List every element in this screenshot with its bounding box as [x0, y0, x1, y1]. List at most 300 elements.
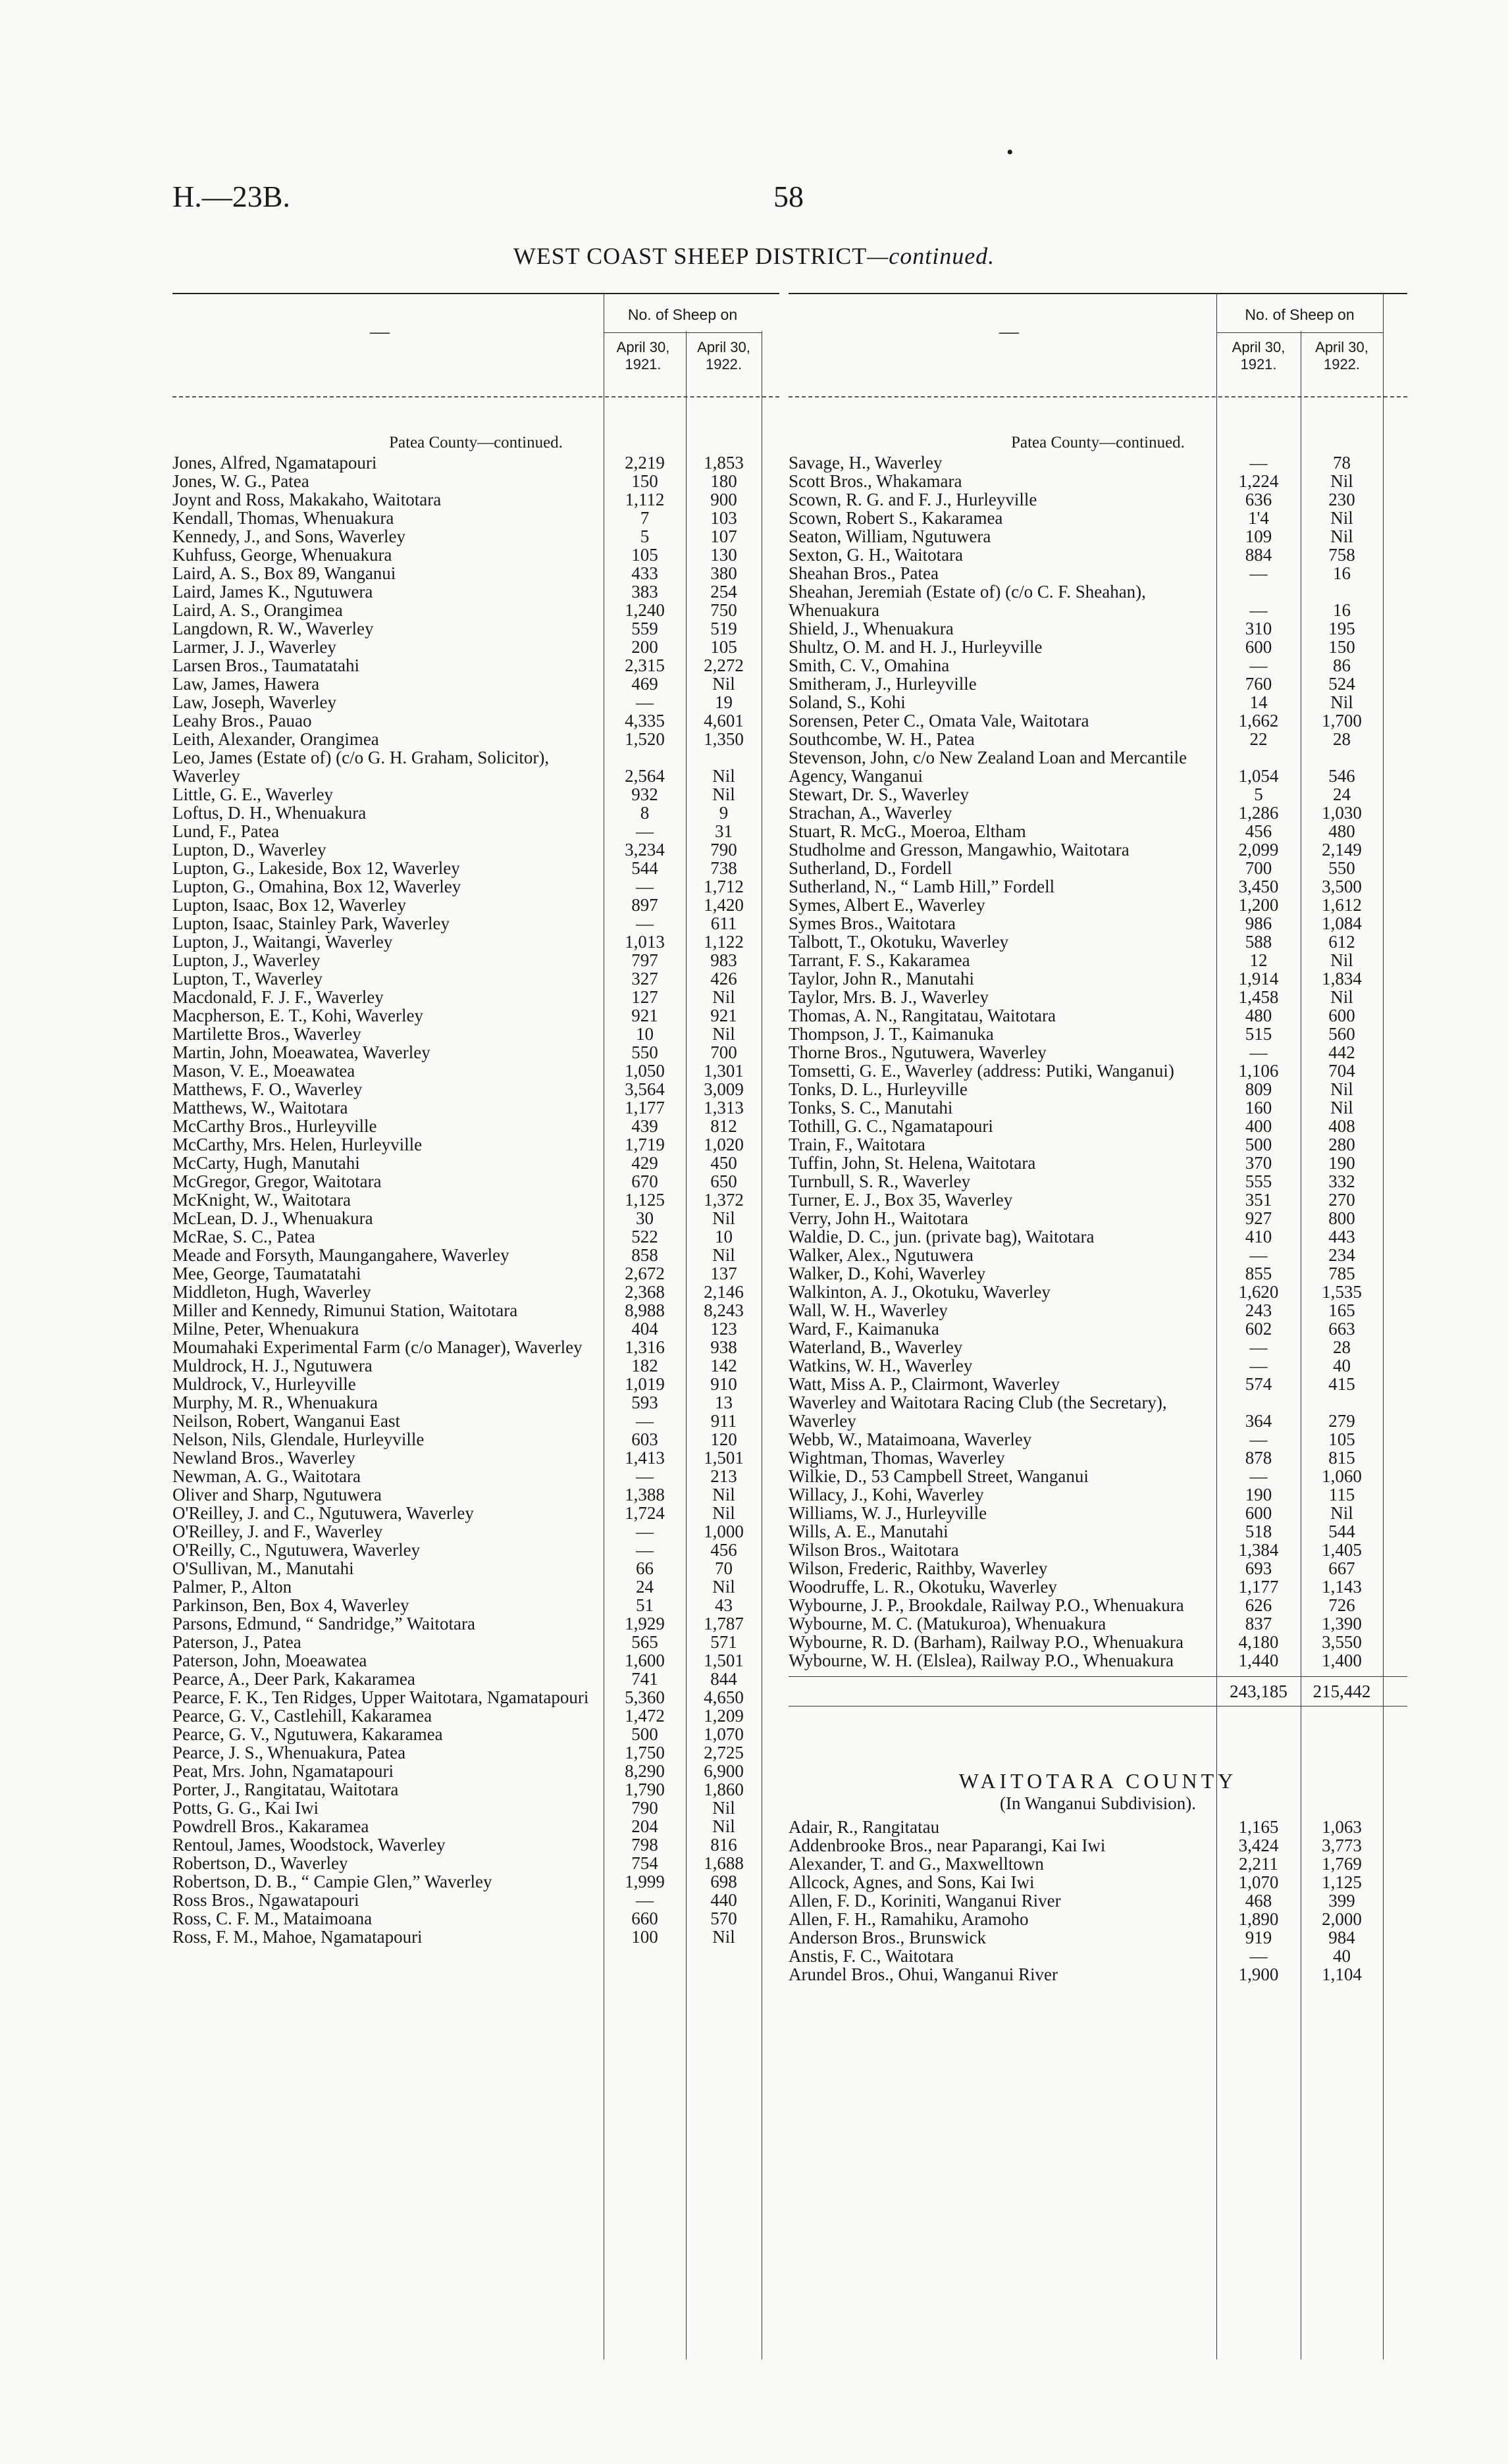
- sheep-1922: 105: [1328, 1429, 1355, 1449]
- sheep-1922: Nil: [712, 1577, 735, 1597]
- sheep-1922: 230: [1328, 490, 1355, 509]
- county-heading: Patea County—continued.: [389, 434, 563, 451]
- owner-name: Tarrant, F. S., Kakaramea: [789, 950, 970, 970]
- owner-name: Newman, A. G., Waitotara: [172, 1466, 361, 1486]
- table-row: [789, 1172, 1407, 1191]
- sheep-1922: 180: [710, 471, 737, 491]
- sheep-1921: 3,234: [625, 840, 665, 860]
- sheep-1922: Nil: [1330, 692, 1353, 712]
- sheep-1922: 103: [710, 508, 737, 528]
- table-row: [172, 1449, 779, 1467]
- sheep-1921: 1,050: [625, 1061, 665, 1081]
- sheep-1922: 816: [710, 1835, 737, 1855]
- sheep-1921: 1,240: [625, 600, 665, 620]
- sheep-1921: 986: [1245, 913, 1272, 933]
- sheep-1922: 107: [710, 526, 737, 546]
- sheep-1921: 1,388: [625, 1485, 665, 1504]
- sheep-1921: 593: [631, 1393, 658, 1412]
- owner-name: Kuhfuss, George, Whenuakura: [172, 545, 392, 565]
- owner-name: Waldie, D. C., jun. (private bag), Waitotara: [789, 1227, 1095, 1246]
- sheep-1921: —: [1249, 600, 1268, 620]
- sheep-1921: 790: [631, 1798, 658, 1818]
- table-row: [789, 527, 1407, 546]
- sheep-1921: 588: [1245, 932, 1272, 952]
- table-row: [172, 1393, 779, 1412]
- sheep-1922: 1,420: [704, 895, 744, 915]
- sheep-1922: 544: [1328, 1522, 1355, 1541]
- owner-name: Webb, W., Mataimoana, Waverley: [789, 1429, 1032, 1449]
- sheep-1921: —: [1249, 453, 1268, 473]
- sheep-1921: 1,662: [1238, 711, 1279, 731]
- table-row: [172, 1338, 779, 1356]
- table-row: [789, 748, 1407, 785]
- owner-name: Scown, Robert S., Kakaramea: [789, 508, 1003, 528]
- owner-name: Tothill, G. C., Ngamatapouri: [789, 1116, 993, 1136]
- sheep-1922: 1,860: [704, 1780, 744, 1799]
- owner-name: Joynt and Ross, Makakaho, Waitotara: [172, 490, 442, 509]
- sheep-1922: 1,787: [704, 1614, 744, 1633]
- sheep-1922: 1,070: [704, 1724, 744, 1744]
- sheep-1922: Nil: [712, 674, 735, 694]
- owner-name: Milne, Peter, Whenuakura: [172, 1319, 359, 1339]
- owner-name: Ward, F., Kaimanuka: [789, 1319, 939, 1339]
- sheep-1921: 1,472: [625, 1706, 665, 1726]
- sheep-1922: 16: [1333, 563, 1351, 583]
- sheep-1922: Nil: [1330, 950, 1353, 970]
- owner-name: Allen, F. D., Koriniti, Wanganui River: [789, 1891, 1061, 1911]
- owner-name: Taylor, John R., Manutahi: [789, 969, 974, 988]
- table-row: [172, 1835, 779, 1854]
- owner-name: Powdrell Bros., Kakaramea: [172, 1816, 369, 1836]
- sheep-1922: 1,209: [704, 1706, 744, 1726]
- table-row: [172, 1688, 779, 1707]
- table-row: [789, 1596, 1407, 1614]
- sheep-1922: 123: [710, 1319, 737, 1339]
- sheep-1922: 921: [710, 1006, 737, 1025]
- owner-name: Savage, H., Waverley: [789, 453, 943, 473]
- owner-name: Williams, W. J., Hurleyville: [789, 1503, 987, 1523]
- owner-name: Sorensen, Peter C., Omata Vale, Waitotara: [789, 711, 1089, 731]
- owner-name: Larmer, J. J., Waverley: [172, 637, 336, 657]
- sheep-1921: 4,180: [1238, 1632, 1279, 1652]
- sheep-1922: 758: [1328, 545, 1355, 565]
- owner-name: McCarty, Hugh, Manutahi: [172, 1153, 360, 1173]
- table-row: [789, 1449, 1407, 1467]
- owner-name: Macdonald, F. J. F., Waverley: [172, 987, 384, 1007]
- table-row: [172, 638, 779, 656]
- owner-name: Leahy Bros., Pauao: [172, 711, 312, 731]
- sheep-1921: 1,914: [1238, 969, 1279, 988]
- table-row: [172, 1025, 779, 1043]
- sheep-1921: 2,099: [1238, 840, 1279, 860]
- sheep-1921: 2,219: [625, 453, 665, 473]
- table-row: [789, 1855, 1407, 1873]
- sheep-1921: 12: [1249, 950, 1268, 970]
- table-row: [789, 1043, 1407, 1062]
- sheep-1921: 22: [1249, 729, 1268, 749]
- owner-name: Parkinson, Ben, Box 4, Waverley: [172, 1595, 409, 1615]
- date-1922-header: April 30, 1922.: [1315, 339, 1368, 372]
- sheep-1921: 150: [631, 471, 658, 491]
- sheep-1921: 105: [631, 545, 658, 565]
- table-row: [789, 1025, 1407, 1043]
- sheep-1922: 137: [710, 1264, 737, 1283]
- table-row: [789, 453, 1407, 472]
- sheep-1922: 40: [1333, 1356, 1351, 1375]
- owner-name: O'Reilley, J. and C., Ngutuwera, Waverley: [172, 1503, 474, 1523]
- owner-name: Parsons, Edmund, “ Sandridge,” Waitotara: [172, 1614, 475, 1633]
- table-row: [172, 896, 779, 914]
- sheep-1921: 919: [1245, 1928, 1272, 1947]
- owner-name: Meade and Forsyth, Maungangahere, Waverley: [172, 1245, 509, 1265]
- sheep-1922: 700: [710, 1042, 737, 1062]
- table-row: [172, 730, 779, 748]
- sheep-1922: 279: [1328, 1411, 1355, 1431]
- table-row: [172, 1467, 779, 1485]
- owner-name: McLean, D. J., Whenuakura: [172, 1208, 373, 1228]
- sheep-1921: 878: [1245, 1448, 1272, 1468]
- sheep-1922: 70: [715, 1558, 733, 1578]
- sheep-1921: 797: [631, 950, 658, 970]
- sheep-1922: 612: [1328, 932, 1355, 952]
- sheep-1921: 544: [631, 858, 658, 878]
- table-row: [789, 1910, 1407, 1928]
- sheep-1921: 1,724: [625, 1503, 665, 1523]
- sheep-1922: 1,030: [1322, 803, 1362, 823]
- sheep-1922: Nil: [712, 987, 735, 1007]
- sheep-1921: 1,224: [1238, 471, 1279, 491]
- table-row: [789, 1836, 1407, 1855]
- sheep-1921: 7: [640, 508, 650, 528]
- table-row: [789, 1154, 1407, 1172]
- table-row: [789, 1393, 1407, 1430]
- sheep-1922: 3,009: [704, 1079, 744, 1099]
- owner-name: Walkinton, A. J., Okotuku, Waverley: [789, 1282, 1051, 1302]
- owner-name: Little, G. E., Waverley: [172, 784, 334, 804]
- table-row: [172, 1670, 779, 1688]
- sheep-1922: Nil: [712, 1245, 735, 1265]
- sheep-1921: 30: [636, 1208, 654, 1228]
- owner-name: Peat, Mrs. John, Ngamatapouri: [172, 1761, 394, 1781]
- owner-name: Law, James, Hawera: [172, 674, 320, 694]
- header-dash: —: [370, 321, 390, 342]
- sheep-1922: 938: [710, 1337, 737, 1357]
- owner-name: Ross Bros., Ngawatapouri: [172, 1890, 359, 1910]
- sheep-1921: 500: [1245, 1135, 1272, 1154]
- table-row: [172, 1006, 779, 1025]
- sheep-1921: 182: [631, 1356, 658, 1375]
- owner-name: Pearce, J. S., Whenuakura, Patea: [172, 1743, 406, 1762]
- sheep-1922: 2,000: [1322, 1909, 1362, 1929]
- table-row: [789, 1633, 1407, 1651]
- table-row: [172, 1246, 779, 1264]
- table-row: [172, 1707, 779, 1725]
- sheep-1921: 8,988: [625, 1300, 665, 1320]
- table-row: [789, 1485, 1407, 1504]
- sheep-1922: 1,501: [704, 1448, 744, 1468]
- sheep-1921: 383: [631, 582, 658, 602]
- sheep-1921: —: [636, 1890, 654, 1910]
- sheep-1921: 8: [640, 803, 650, 823]
- sheep-1922: 1,020: [704, 1135, 744, 1154]
- owner-name: Matthews, W., Waitotara: [172, 1098, 348, 1117]
- sheep-1922: 844: [710, 1669, 737, 1689]
- owner-name: Shield, J., Whenuakura: [789, 619, 954, 638]
- total-1922: 215,442: [1313, 1681, 1371, 1701]
- sheep-1922: 415: [1328, 1374, 1355, 1394]
- owner-name: Soland, S., Kohi: [789, 692, 906, 712]
- sheep-1921: 932: [631, 784, 658, 804]
- sheep-1921: —: [636, 692, 654, 712]
- sheep-1921: 404: [631, 1319, 658, 1339]
- table-row: [789, 1062, 1407, 1080]
- sheep-1922: 190: [1328, 1153, 1355, 1173]
- table-row: [789, 1283, 1407, 1301]
- table-row: [789, 1522, 1407, 1541]
- sheep-1921: 636: [1245, 490, 1272, 509]
- owner-name: O'Reilley, J. and F., Waverley: [172, 1522, 383, 1541]
- sheep-1922: 571: [710, 1632, 737, 1652]
- sheep-1921: —: [636, 1540, 654, 1560]
- sheep-1921: 1,458: [1238, 987, 1279, 1007]
- sheep-1921: 858: [631, 1245, 658, 1265]
- sheep-1921: 884: [1245, 545, 1272, 565]
- table-row: [789, 914, 1407, 933]
- owner-name: Muldrock, H. J., Ngutuwera: [172, 1356, 373, 1375]
- table-row: [172, 527, 779, 546]
- table-row: [789, 1578, 1407, 1596]
- sheep-1922: 790: [710, 840, 737, 860]
- table-row: [789, 619, 1407, 638]
- table-row: [789, 1117, 1407, 1135]
- county-heading: Patea County—continued.: [1011, 434, 1185, 451]
- sheep-1921: 602: [1245, 1319, 1272, 1339]
- table-row: [789, 1947, 1407, 1965]
- sheep-1922: 1,390: [1322, 1614, 1362, 1633]
- sheep-1922: Nil: [712, 1927, 735, 1947]
- owner-name: Strachan, A., Waverley: [789, 803, 952, 823]
- sheep-1921: 400: [1245, 1116, 1272, 1136]
- sheep-1922: 450: [710, 1153, 737, 1173]
- sheep-1921: 1,070: [1238, 1872, 1279, 1892]
- sheep-1921: 66: [636, 1558, 654, 1578]
- sheep-1922: 1,400: [1322, 1651, 1362, 1670]
- sheep-1921: 1,750: [625, 1743, 665, 1762]
- owner-name: McRae, S. C., Patea: [172, 1227, 315, 1246]
- table-row: [172, 933, 779, 951]
- sheep-1921: 14: [1249, 692, 1268, 712]
- sheep-1922: 442: [1328, 1042, 1355, 1062]
- sheep-1922: 984: [1328, 1928, 1355, 1947]
- owner-name: Thorne Bros., Ngutuwera, Waverley: [789, 1042, 1047, 1062]
- table-row: [172, 1301, 779, 1320]
- owner-name: Studholme and Gresson, Mangawhio, Waitotara: [789, 840, 1130, 860]
- sheep-1921: —: [636, 1466, 654, 1486]
- sheep-1922: 1,350: [704, 729, 744, 749]
- table-row: [789, 693, 1407, 711]
- owner-name: Walker, D., Kohi, Waverley: [789, 1264, 986, 1283]
- sheep-1922: 43: [715, 1595, 733, 1615]
- table-row: [172, 472, 779, 490]
- sheep-1922: 1,769: [1322, 1854, 1362, 1874]
- owner-name: McCarthy, Mrs. Helen, Hurleyville: [172, 1135, 423, 1154]
- owner-name: Pearce, F. K., Ten Ridges, Upper Waitotara, Ngamatapouri: [172, 1687, 589, 1707]
- sheep-1921: —: [1249, 1946, 1268, 1966]
- sheep-1922: 142: [710, 1356, 737, 1375]
- sheep-1921: 51: [636, 1595, 654, 1615]
- owner-name: Mee, George, Taumatatahi: [172, 1264, 361, 1283]
- owner-name: Tonks, D. L., Hurleyville: [789, 1079, 968, 1099]
- sheep-1921: 522: [631, 1227, 658, 1246]
- owner-name: Woodruffe, L. R., Okotuku, Waverley: [789, 1577, 1057, 1597]
- table-row: [172, 1854, 779, 1872]
- owner-name: Waverley and Waitotara Racing Club (the Secretary), Waverley: [789, 1393, 1167, 1431]
- table-row: [789, 1965, 1407, 1984]
- sheep-1921: 2,315: [625, 655, 665, 675]
- sheep-1922: 10: [715, 1227, 733, 1246]
- sheep-1921: —: [1249, 1466, 1268, 1486]
- sheep-1922: Nil: [1330, 508, 1353, 528]
- sheep-1921: 1,413: [625, 1448, 665, 1468]
- table-row: [172, 1578, 779, 1596]
- sheep-1922: 1,688: [704, 1853, 744, 1873]
- sheep-1922: Nil: [1330, 987, 1353, 1007]
- owner-name: Paterson, J., Patea: [172, 1632, 301, 1652]
- table-row: [172, 509, 779, 527]
- table-row: [789, 1080, 1407, 1098]
- table-row: [789, 1264, 1407, 1283]
- table-row: [789, 711, 1407, 730]
- header-dash: —: [999, 321, 1019, 342]
- sheep-1922: Nil: [712, 1816, 735, 1836]
- sheep-1921: —: [636, 821, 654, 841]
- sheep-1922: 16: [1333, 600, 1351, 620]
- table-row: [789, 859, 1407, 877]
- owner-name: Robertson, D., Waverley: [172, 1853, 348, 1873]
- sheep-1922: 234: [1328, 1245, 1355, 1265]
- sheep-1921: 439: [631, 1116, 658, 1136]
- sheep-1921: 1,177: [625, 1098, 665, 1117]
- sheep-1921: —: [1249, 1337, 1268, 1357]
- owner-name: Laird, A. S., Orangimea: [172, 600, 343, 620]
- table-row: [172, 1098, 779, 1117]
- table-row: [789, 1006, 1407, 1025]
- owner-name: Watt, Miss A. P., Clairmont, Waverley: [789, 1374, 1060, 1394]
- sheep-1921: 8,290: [625, 1761, 665, 1781]
- table-row: [172, 1080, 779, 1098]
- sheep-1921: 626: [1245, 1595, 1272, 1615]
- sheep-1922: 6,900: [704, 1761, 744, 1781]
- owner-name: Southcombe, W. H., Patea: [789, 729, 975, 749]
- owner-name: Pearce, G. V., Castlehill, Kakaramea: [172, 1706, 432, 1726]
- owner-name: Arundel Bros., Ohui, Wanganui River: [789, 1964, 1058, 1984]
- owner-name: Matthews, F. O., Waverley: [172, 1079, 363, 1099]
- sheep-1921: —: [1249, 1429, 1268, 1449]
- table-row: [789, 1430, 1407, 1449]
- table-row: [172, 1909, 779, 1928]
- owner-name: Jones, W. G., Patea: [172, 471, 309, 491]
- table-row: [172, 1522, 779, 1541]
- sheep-1922: 546: [1328, 766, 1355, 786]
- sheep-1921: 243: [1245, 1300, 1272, 1320]
- sheep-1921: 798: [631, 1835, 658, 1855]
- owner-name: Lupton, J., Waverley: [172, 950, 321, 970]
- owner-name: Scott Bros., Whakamara: [789, 471, 962, 491]
- sheep-1921: 327: [631, 969, 658, 988]
- table-row: [789, 656, 1407, 675]
- sheep-1922: Nil: [712, 1798, 735, 1818]
- table-row: [172, 1762, 779, 1780]
- sheep-1922: 19: [715, 692, 733, 712]
- sheep-1921: 433: [631, 563, 658, 583]
- owner-name: Macpherson, E. T., Kohi, Waverley: [172, 1006, 423, 1025]
- owner-name: Walker, Alex., Ngutuwera: [789, 1245, 974, 1265]
- owner-name: Thomas, A. N., Rangitatau, Waitotara: [789, 1006, 1056, 1025]
- owner-name: Anstis, F. C., Waitotara: [789, 1946, 954, 1966]
- table-row: [172, 988, 779, 1006]
- sheep-1922: 1,301: [704, 1061, 744, 1081]
- owner-name: Wybourne, J. P., Brookdale, Railway P.O., Whenuakura: [789, 1595, 1184, 1615]
- sheep-1922: 2,725: [704, 1743, 744, 1762]
- sheep-1922: 3,550: [1322, 1632, 1362, 1652]
- sheep-1921: —: [1249, 1356, 1268, 1375]
- sheep-1922: 1,313: [704, 1098, 744, 1117]
- table-row: [789, 785, 1407, 804]
- sheep-1921: 855: [1245, 1264, 1272, 1283]
- sheep-1922: 800: [1328, 1208, 1355, 1228]
- sheep-1922: 150: [1328, 637, 1355, 657]
- owner-name: Willacy, J., Kohi, Waverley: [789, 1485, 984, 1504]
- date-1922-header: April 30, 1922.: [697, 339, 750, 372]
- sheep-1922: 812: [710, 1116, 737, 1136]
- table-row: [789, 1818, 1407, 1836]
- sheep-1922: 704: [1328, 1061, 1355, 1081]
- sheep-1922: 524: [1328, 674, 1355, 694]
- owner-name: Wilkie, D., 53 Campbell Street, Wanganui: [789, 1466, 1089, 1486]
- total-row: [789, 1676, 1407, 1707]
- sheep-1922: 270: [1328, 1190, 1355, 1210]
- sheep-1921: 5,360: [625, 1687, 665, 1707]
- sheep-1921: 603: [631, 1429, 658, 1449]
- table-row: [172, 693, 779, 711]
- sheep-1921: 927: [1245, 1208, 1272, 1228]
- sheep-1922: 726: [1328, 1595, 1355, 1615]
- sheep-1921: 837: [1245, 1614, 1272, 1633]
- table-row: [789, 638, 1407, 656]
- sheep-1921: 1,999: [625, 1872, 665, 1891]
- owner-name: Wybourne, M. C. (Matukuroa), Whenuakura: [789, 1614, 1106, 1633]
- sheep-1921: —: [636, 1411, 654, 1431]
- sheep-1921: 515: [1245, 1024, 1272, 1044]
- sheep-1921: 574: [1245, 1374, 1272, 1394]
- table-row: [172, 1283, 779, 1301]
- table-row: [172, 951, 779, 969]
- table-row: [172, 1117, 779, 1135]
- sheep-1921: 160: [1245, 1098, 1272, 1117]
- sheep-1921: 2,564: [625, 766, 665, 786]
- table-row: [789, 472, 1407, 490]
- sheep-1921: 1,790: [625, 1780, 665, 1799]
- sheep-1922: Nil: [1330, 1098, 1353, 1117]
- sheep-1921: 24: [636, 1577, 654, 1597]
- sheep-1922: Nil: [712, 1485, 735, 1504]
- owner-name: Muldrock, V., Hurleyville: [172, 1374, 356, 1394]
- sheep-1922: Nil: [1330, 526, 1353, 546]
- page-number: 58: [773, 180, 804, 213]
- sheep-1921: 200: [631, 637, 658, 657]
- sheep-1921: 600: [1245, 1503, 1272, 1523]
- table-row: [172, 582, 779, 601]
